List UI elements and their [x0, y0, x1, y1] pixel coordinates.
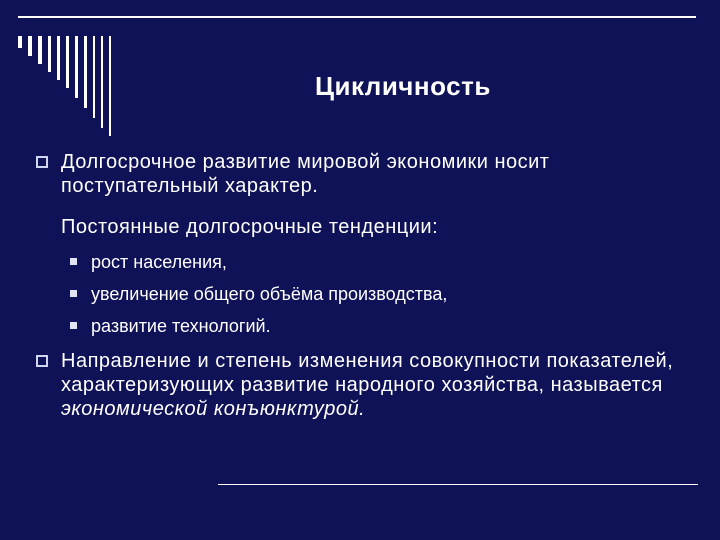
bullet-point-2-text: [61, 349, 701, 421]
trend-item: [70, 283, 447, 305]
bullet-point-1: [36, 150, 701, 198]
hollow-square-bullet-icon: [36, 156, 48, 168]
trends-heading: Постоянные долгосрочные тенденции:: [61, 216, 439, 238]
bullet-point-2: [36, 349, 701, 421]
bullet-point-1-text: Долгосрочное развитие мировой экономики носит поступательный характер.: [61, 151, 550, 197]
slide-title: Цикличность: [315, 71, 491, 101]
trend-item: [70, 315, 271, 337]
trend-item-text: увеличение общего объёма производства,: [91, 284, 448, 304]
economic-conjuncture-term: экономической конъюнктурой.: [61, 398, 366, 420]
bullet-point-2-body: Направление и степень изменения совокупности показателей, характеризующих развитие народного хозяйства, называется: [61, 350, 674, 396]
filled-square-bullet-icon: [70, 258, 77, 265]
trend-item: [70, 251, 227, 273]
bottom-divider: [218, 484, 698, 485]
filled-square-bullet-icon: [70, 322, 77, 329]
top-divider: [18, 16, 696, 18]
vertical-bars-decoration: [18, 36, 118, 146]
filled-square-bullet-icon: [70, 290, 77, 297]
hollow-square-bullet-icon: [36, 355, 48, 367]
trend-item-text: развитие технологий.: [91, 316, 271, 336]
trend-item-text: рост населения,: [91, 252, 227, 272]
